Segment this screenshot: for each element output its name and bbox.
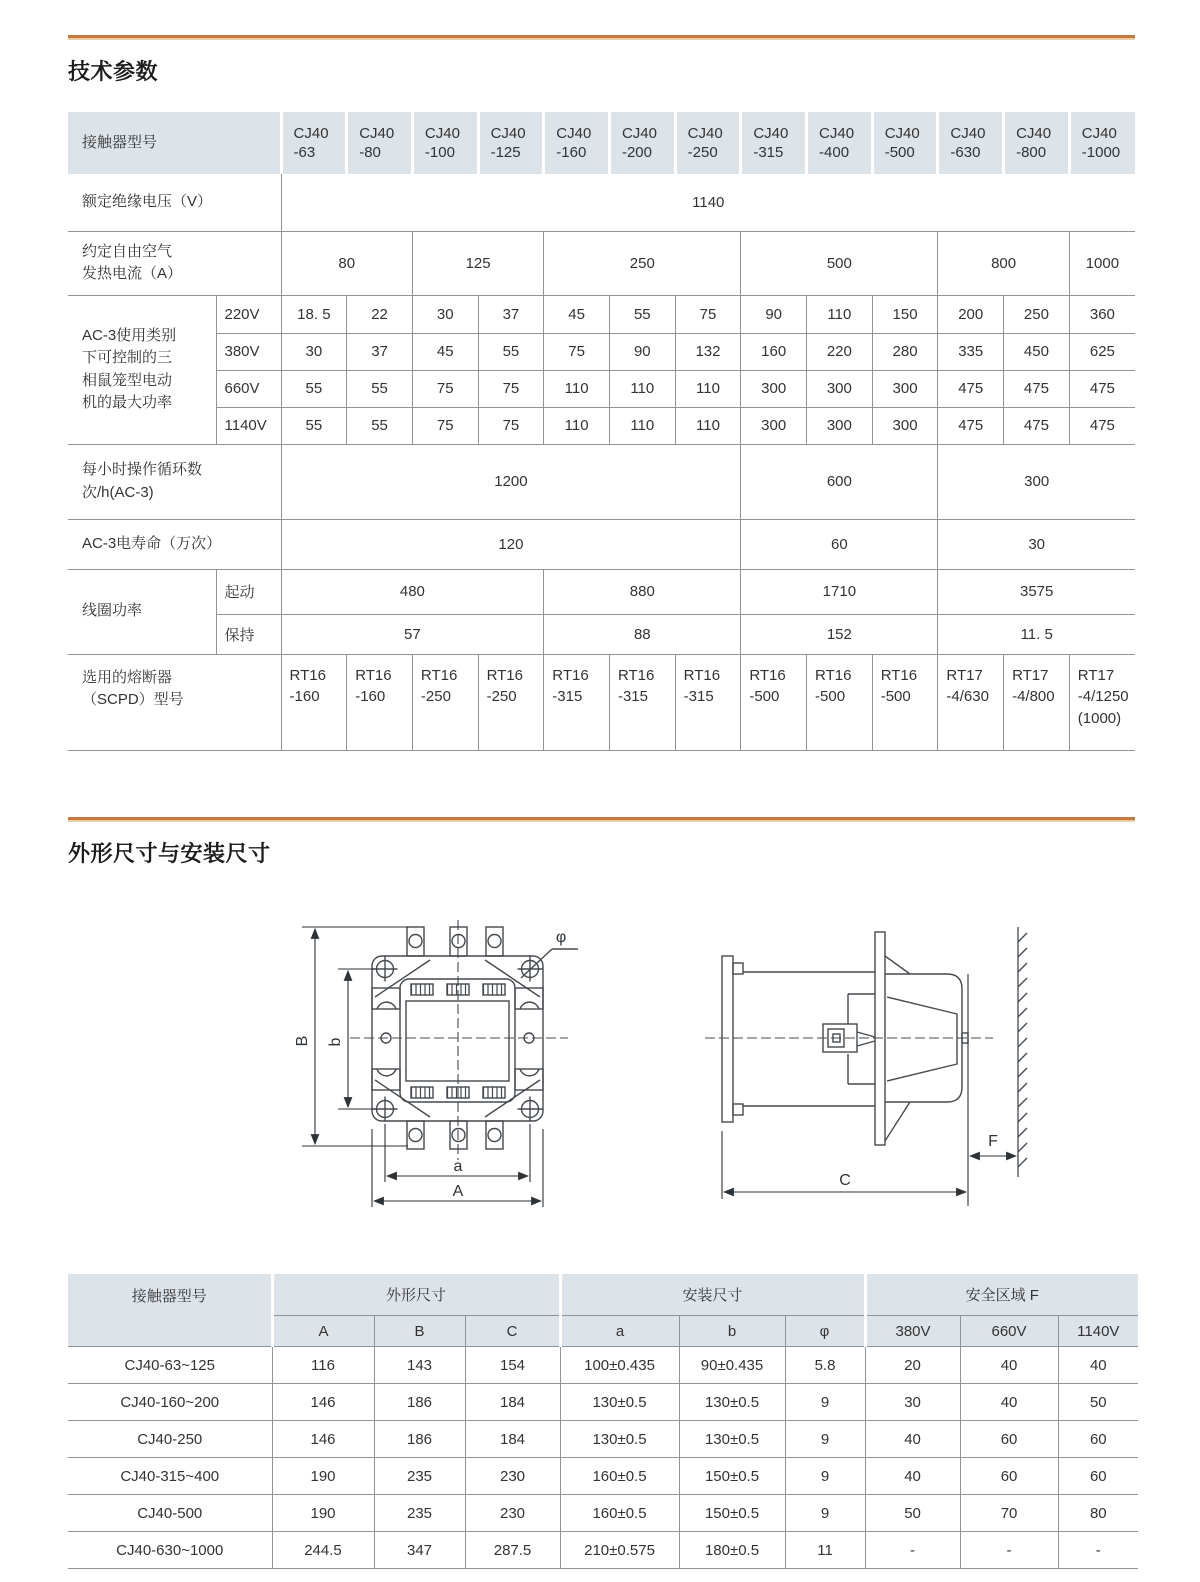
front-view-drawing	[280, 894, 600, 1224]
power-value: 110	[675, 407, 741, 444]
dim-value-cell: 50	[1058, 1384, 1138, 1421]
power-value: 75	[478, 370, 544, 407]
life-label: AC-3电寿命（万次）	[68, 519, 281, 569]
coil-value: 88	[544, 614, 741, 654]
power-value: 335	[938, 333, 1004, 370]
power-value: 300	[807, 370, 873, 407]
fuse-label: 选用的熔断器 （SCPD）型号	[68, 654, 281, 750]
model-line1: CJ40	[490, 124, 526, 142]
fuse-value: RT16 -500	[807, 654, 873, 750]
dim-label-C: C	[839, 1171, 851, 1189]
model-line1: CJ40	[621, 124, 657, 142]
dim-value-cell: 180±0.5	[679, 1532, 785, 1569]
dim-value-cell: 70	[960, 1495, 1058, 1532]
dim-value-cell: 130±0.5	[560, 1384, 679, 1421]
power-value: 55	[347, 370, 413, 407]
sub-column-header: a	[560, 1316, 679, 1347]
model-line2: -125	[490, 144, 521, 161]
dim-value-cell: 116	[272, 1347, 374, 1384]
dim-value-cell: 160±0.5	[560, 1458, 679, 1495]
fuse-value: RT16 -315	[609, 654, 675, 750]
model-line1: CJ40	[819, 124, 855, 142]
dim-value-cell: 190	[272, 1495, 374, 1532]
dim-value-cell: 184	[465, 1421, 560, 1458]
dim-value-cell: 210±0.575	[560, 1532, 679, 1569]
model-line1: CJ40	[950, 124, 986, 142]
dim-value-cell: 60	[1058, 1458, 1138, 1495]
side-view-drawing	[675, 894, 1045, 1214]
model-line1: CJ40	[293, 124, 329, 142]
dim-value-cell: 184	[465, 1384, 560, 1421]
model-line1: CJ40	[884, 124, 920, 142]
dim-value-cell: 9	[785, 1458, 865, 1495]
dim-label-phi: φ	[555, 928, 567, 946]
fuse-value: RT16 -500	[741, 654, 807, 750]
power-value: 110	[675, 370, 741, 407]
dim-table-row	[68, 1384, 1138, 1421]
cycles-value: 1200	[281, 444, 741, 519]
ac3-power-row	[68, 370, 1135, 407]
dim-value-cell: 40	[865, 1421, 960, 1458]
power-value: 18. 5	[281, 295, 347, 333]
coil-value: 480	[281, 569, 544, 614]
fuse-value: RT17 -4/630	[938, 654, 1004, 750]
coil-sub-label: 起动	[216, 569, 281, 614]
model-line1: CJ40	[556, 124, 592, 142]
power-value: 110	[609, 407, 675, 444]
model-line2: -63	[293, 144, 316, 161]
dim-value-cell: 150±0.5	[679, 1495, 785, 1532]
model-cell: CJ40-315~400	[68, 1458, 272, 1495]
power-value: 200	[938, 295, 1004, 333]
model-header-cell	[281, 112, 347, 174]
cycles-label: 每小时操作循环数 次/h(AC-3)	[68, 444, 281, 519]
fuse-value: RT17 -4/1250 (1000)	[1069, 654, 1135, 750]
power-value: 280	[872, 333, 938, 370]
dim-value-cell: 40	[1058, 1347, 1138, 1384]
power-value: 150	[872, 295, 938, 333]
thermal-value: 125	[412, 231, 543, 295]
outline-dims-header: 外形尺寸	[272, 1274, 560, 1316]
dim-value-cell: -	[1058, 1532, 1138, 1569]
thermal-value: 500	[741, 231, 938, 295]
model-line2: -315	[753, 144, 784, 161]
dim-value-cell: 146	[272, 1421, 374, 1458]
dim-value-cell: 235	[374, 1495, 465, 1532]
coil-value: 880	[544, 569, 741, 614]
power-value: 75	[544, 333, 610, 370]
dim-value-cell: 40	[960, 1384, 1058, 1421]
dim-value-cell: 190	[272, 1458, 374, 1495]
voltage-label: 660V	[216, 370, 281, 407]
model-header-cell	[807, 112, 873, 174]
fuse-value: RT17 -4/800	[1004, 654, 1070, 750]
dim-value-cell: 160±0.5	[560, 1495, 679, 1532]
power-value: 75	[412, 370, 478, 407]
fuse-value: RT16 -250	[478, 654, 544, 750]
dim-value-cell: 130±0.5	[679, 1421, 785, 1458]
model-line2: -1000	[1081, 144, 1121, 161]
power-value: 220	[807, 333, 873, 370]
dim-label-a: a	[453, 1157, 463, 1175]
ac3-label: AC-3使用类别 下可控制的三 相鼠笼型电动 机的最大功率	[68, 295, 216, 444]
dimension-drawings	[280, 894, 1135, 1232]
cycles-value: 300	[938, 444, 1135, 519]
thermal-value: 1000	[1069, 231, 1135, 295]
group-header-row	[68, 1274, 1138, 1316]
power-value: 55	[478, 333, 544, 370]
power-value: 360	[1069, 295, 1135, 333]
insulation-row	[68, 174, 1135, 231]
coil-value: 11. 5	[938, 614, 1135, 654]
dim-value-cell: 130±0.5	[560, 1421, 679, 1458]
power-value: 160	[741, 333, 807, 370]
power-value: 75	[675, 295, 741, 333]
dim-value-cell: 154	[465, 1347, 560, 1384]
model-header-cell	[872, 112, 938, 174]
model-cell: CJ40-500	[68, 1495, 272, 1532]
voltage-label: 220V	[216, 295, 281, 333]
power-value: 110	[544, 370, 610, 407]
dim-value-cell: 30	[865, 1384, 960, 1421]
coil-label: 线圈功率	[68, 569, 216, 654]
thermal-current-row	[68, 231, 1135, 295]
model-header-cell	[544, 112, 610, 174]
voltage-label: 1140V	[216, 407, 281, 444]
life-value: 60	[741, 519, 938, 569]
power-value: 300	[741, 370, 807, 407]
dim-value-cell: 60	[1058, 1421, 1138, 1458]
model-line1: CJ40	[424, 124, 460, 142]
dim-table-row	[68, 1532, 1138, 1569]
sub-column-header: 660V	[960, 1316, 1058, 1347]
ac3-power-row	[68, 407, 1135, 444]
power-value: 132	[675, 333, 741, 370]
dim-value-cell: 11	[785, 1532, 865, 1569]
dim-value-cell: 244.5	[272, 1532, 374, 1569]
model-line2: -250	[687, 144, 718, 161]
dim-label-b: b	[327, 1037, 344, 1046]
sub-column-header: A	[272, 1316, 374, 1347]
dim-table-row	[68, 1458, 1138, 1495]
thermal-value: 800	[938, 231, 1069, 295]
ac3-power-row	[68, 295, 1135, 333]
dim-table-row	[68, 1495, 1138, 1532]
model-header-cell	[741, 112, 807, 174]
model-header-cell	[412, 112, 478, 174]
power-value: 475	[938, 370, 1004, 407]
model-header-cell	[478, 112, 544, 174]
dim-value-cell: 9	[785, 1495, 865, 1532]
coil-start-row	[68, 569, 1135, 614]
model-cell: CJ40-160~200	[68, 1384, 272, 1421]
model-line2: -630	[950, 144, 981, 161]
section-divider	[68, 817, 1135, 822]
sub-column-header: b	[679, 1316, 785, 1347]
fuse-row	[68, 654, 1135, 750]
fuse-value: RT16 -160	[281, 654, 347, 750]
model-line2: -500	[884, 144, 915, 161]
power-value: 55	[347, 407, 413, 444]
power-value: 30	[412, 295, 478, 333]
life-row	[68, 519, 1135, 569]
thermal-value: 80	[281, 231, 412, 295]
power-value: 75	[412, 407, 478, 444]
dim-label-A: A	[452, 1182, 464, 1200]
power-value: 90	[609, 333, 675, 370]
dim-label-F: F	[988, 1132, 998, 1150]
coil-value: 152	[741, 614, 938, 654]
cycles-value: 600	[741, 444, 938, 519]
power-value: 300	[807, 407, 873, 444]
power-value: 45	[544, 295, 610, 333]
model-header-cell	[938, 112, 1004, 174]
dim-value-cell: 9	[785, 1384, 865, 1421]
power-value: 475	[1069, 370, 1135, 407]
fuse-value: RT16 -500	[872, 654, 938, 750]
power-value: 55	[281, 407, 347, 444]
model-line1: CJ40	[687, 124, 723, 142]
power-value: 475	[1069, 407, 1135, 444]
power-value: 475	[938, 407, 1004, 444]
power-value: 110	[609, 370, 675, 407]
dim-value-cell: 143	[374, 1347, 465, 1384]
voltage-label: 380V	[216, 333, 281, 370]
model-line2: -100	[424, 144, 455, 161]
coil-sub-label: 保持	[216, 614, 281, 654]
dim-table-row	[68, 1347, 1138, 1384]
dim-value-cell: 50	[865, 1495, 960, 1532]
dim-value-cell: 5.8	[785, 1347, 865, 1384]
dim-value-cell: 230	[465, 1495, 560, 1532]
model-line1: CJ40	[753, 124, 789, 142]
fuse-value: RT16 -160	[347, 654, 413, 750]
power-value: 110	[544, 407, 610, 444]
tech-params-table	[68, 112, 1135, 751]
dim-value-cell: 347	[374, 1532, 465, 1569]
power-value: 475	[1004, 407, 1070, 444]
dim-value-cell: 20	[865, 1347, 960, 1384]
dim-value-cell: 287.5	[465, 1532, 560, 1569]
power-value: 300	[741, 407, 807, 444]
insulation-value: 1140	[281, 174, 1135, 231]
model-cell: CJ40-630~1000	[68, 1532, 272, 1569]
coil-value: 57	[281, 614, 544, 654]
insulation-label: 额定绝缘电压（V）	[82, 193, 213, 210]
model-header-cell	[347, 112, 413, 174]
model-line2: -200	[621, 144, 652, 161]
model-header-cell	[1069, 112, 1135, 174]
coil-value: 1710	[741, 569, 938, 614]
model-line2: -160	[556, 144, 587, 161]
sub-column-header: 1140V	[1058, 1316, 1138, 1347]
model-header-row	[68, 112, 1135, 174]
dim-table-row	[68, 1421, 1138, 1458]
model-line2: -800	[1016, 144, 1047, 161]
dim-value-cell: 150±0.5	[679, 1458, 785, 1495]
model-header-label: 接触器型号	[68, 112, 281, 174]
model-line1: CJ40	[1016, 124, 1052, 142]
power-value: 37	[347, 333, 413, 370]
model-cell: CJ40-250	[68, 1421, 272, 1458]
model-header-cell	[675, 112, 741, 174]
thermal-value: 250	[544, 231, 741, 295]
dim-value-cell: 130±0.5	[679, 1384, 785, 1421]
power-value: 55	[609, 295, 675, 333]
fuse-value: RT16 -250	[412, 654, 478, 750]
model-line1: CJ40	[1081, 124, 1117, 142]
sub-column-header: B	[374, 1316, 465, 1347]
power-value: 250	[1004, 295, 1070, 333]
power-value: 475	[1004, 370, 1070, 407]
power-value: 300	[872, 370, 938, 407]
cycles-row	[68, 444, 1135, 519]
model-line1: CJ40	[359, 124, 395, 142]
model-line2: -400	[819, 144, 850, 161]
dim-value-cell: 100±0.435	[560, 1347, 679, 1384]
dim-value-cell: 230	[465, 1458, 560, 1495]
section-divider	[68, 35, 1135, 40]
thermal-label: 约定自由空气 发热电流（A）	[68, 231, 281, 295]
power-value: 90	[741, 295, 807, 333]
power-value: 300	[872, 407, 938, 444]
model-cell: CJ40-63~125	[68, 1347, 272, 1384]
safety-zone-header: 安全区域 F	[865, 1274, 1138, 1316]
dim-value-cell: 235	[374, 1458, 465, 1495]
fuse-value: RT16 -315	[544, 654, 610, 750]
dim-value-cell: 186	[374, 1384, 465, 1421]
power-value: 75	[478, 407, 544, 444]
dim-value-cell: 60	[960, 1421, 1058, 1458]
dimensions-title: 外形尺寸与安装尺寸	[68, 840, 271, 866]
life-value: 120	[281, 519, 741, 569]
mounting-dims-header: 安装尺寸	[560, 1274, 865, 1316]
dim-value-cell: -	[960, 1532, 1058, 1569]
power-value: 450	[1004, 333, 1070, 370]
sub-column-header: φ	[785, 1316, 865, 1347]
power-value: 22	[347, 295, 413, 333]
dim-value-cell: 40	[865, 1458, 960, 1495]
dim-value-cell: 90±0.435	[679, 1347, 785, 1384]
dim-value-cell: -	[865, 1532, 960, 1569]
power-value: 625	[1069, 333, 1135, 370]
model-header-cell	[609, 112, 675, 174]
power-value: 45	[412, 333, 478, 370]
power-value: 30	[281, 333, 347, 370]
coil-hold-row	[68, 614, 1135, 654]
power-value: 55	[281, 370, 347, 407]
power-value: 110	[807, 295, 873, 333]
sub-column-header: 380V	[865, 1316, 960, 1347]
dim-value-cell: 60	[960, 1458, 1058, 1495]
model-header-cell	[1004, 112, 1070, 174]
model-column-header: 接触器型号	[68, 1274, 272, 1347]
dim-value-cell: 80	[1058, 1495, 1138, 1532]
model-line2: -80	[359, 144, 381, 161]
sub-column-header: C	[465, 1316, 560, 1347]
dim-label-B: B	[294, 1035, 311, 1046]
ac3-power-row	[68, 333, 1135, 370]
dim-value-cell: 146	[272, 1384, 374, 1421]
fuse-value: RT16 -315	[675, 654, 741, 750]
dim-value-cell: 9	[785, 1421, 865, 1458]
dimensions-table	[68, 1274, 1138, 1570]
tech-params-title: 技术参数	[68, 59, 159, 84]
power-value: 37	[478, 295, 544, 333]
coil-value: 3575	[938, 569, 1135, 614]
dim-value-cell: 40	[960, 1347, 1058, 1384]
life-value: 30	[938, 519, 1135, 569]
dim-value-cell: 186	[374, 1421, 465, 1458]
